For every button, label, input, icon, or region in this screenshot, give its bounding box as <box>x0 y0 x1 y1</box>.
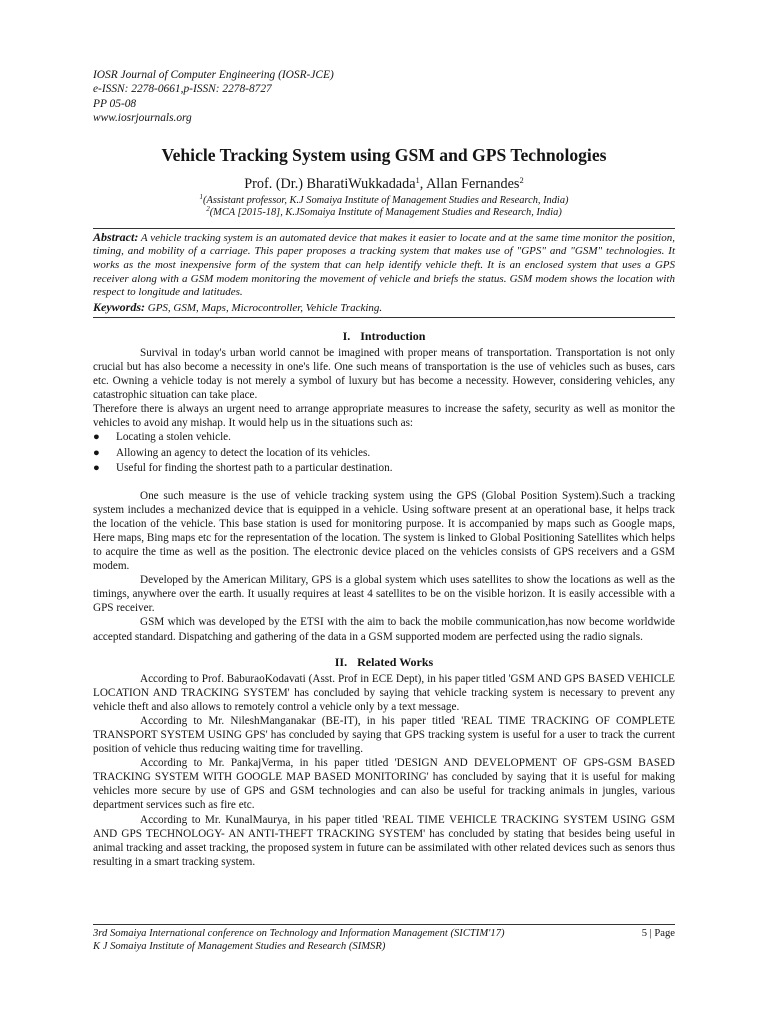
footer-conference: 3rd Somaiya International conference on Technology and Information Management (SICTIM'17) <box>93 928 505 939</box>
list-item-text: Allowing an agency to detect the location of its vehicles. <box>116 446 371 459</box>
abstract-label: Abstract: <box>93 229 139 244</box>
list-item <box>93 446 675 461</box>
section-number: II. <box>334 654 348 669</box>
author-line <box>93 175 675 193</box>
paragraph: According to Prof. BaburaoKodavati (Asst. Prof in ECE Dept), in his paper titled 'GSM AND GPS BASED VEHICLE LOCATION AND TRACKING SYSTEM' has concluded by saying that vehicle tracking system is necessary to prevent any vehicle theft and also allows to remotely control a vehicle only by a text message. <box>93 672 675 713</box>
journal-url: www.iosrjournals.org <box>93 112 192 125</box>
section-heading-introduction <box>93 329 675 344</box>
affiliation-1 <box>93 192 675 208</box>
list-item-text: Locating a stolen vehicle. <box>116 431 231 444</box>
page-footer <box>93 924 675 953</box>
list-item <box>93 430 675 445</box>
abstract-box <box>93 228 675 318</box>
author-1: Prof. (Dr.) BharatiWukkadada <box>244 175 416 192</box>
keywords-text: GPS, GSM, Maps, Microcontroller, Vehicle Tracking. <box>145 301 383 314</box>
section-title: Introduction <box>360 328 426 343</box>
section-number: I. <box>342 328 351 343</box>
abstract-text: A vehicle tracking system is an automated device that makes it easier to locate and at the same time monitor the position, timing, and mobility of a carriage. This paper proposes a tracking system that makes use of "GPS" and "GSM" technologies. It works as the most inexpensive form of the system that can help identify vehicle theft. It is an enclosed system that uses a GPS receiver along with a GSM modem monitoring the movement of vehicle and briefs the status. GSM modem shows the location with respect to longitude and latitudes. <box>93 231 675 299</box>
paper-title: Vehicle Tracking System using GSM and GPS Technologies <box>161 144 607 165</box>
paragraph: Survival in today's urban world cannot be imagined with proper means of transportation. Transportation is not only crucial but has also become a necessity in one's life. One such means of transportation is the use of vehicles such as buses, cars etc. Owning a vehicle today is not merely a symbol of luxury but has become a necessity. However, considering vehicles, any catastrophic situation can take place. <box>93 346 675 402</box>
footer-institute: K J Somaiya Institute of Management Studies and Research (SIMSR) <box>93 941 386 952</box>
journal-issn: e-ISSN: 2278-0661,p-ISSN: 2278-8727 <box>93 83 272 96</box>
keywords-label: Keywords: <box>93 299 145 314</box>
paragraph: Therefore there is always an urgent need to arrange appropriate measures to increase the safety, security as well as monitor the vehicles to avoid any mishap. It would help us in the situations such as: <box>93 403 675 430</box>
affiliation-2 <box>93 207 675 220</box>
author-separator: , <box>419 175 427 192</box>
author-1-affil-mark: 1 <box>415 174 420 185</box>
paragraph: GSM which was developed by the ETSI with the aim to back the mobile communication,has now become worldwide accepted standard. Dispatching and gathering of the data in a GSM supported modem are perfected using the radio signals. <box>93 616 675 643</box>
section-title: Related Works <box>357 654 434 669</box>
journal-pages: PP 05-08 <box>93 97 137 110</box>
author-2: Allan Fernandes <box>426 175 520 192</box>
list-item <box>93 461 675 476</box>
author-2-affil-mark: 2 <box>519 174 524 185</box>
page-number: 5 | Page <box>641 928 675 939</box>
paragraph: According to Mr. NileshManganakar (BE-IT), in his paper titled 'REAL TIME TRACKING OF COMPLETE TRANSPORT SYSTEM USING GPS' has concluded by saying that GPS tracking system is useful for a user to track the current position of vehicle thus reducing waiting time for travelling. <box>93 714 675 756</box>
paragraph: Developed by the American Military, GPS is a global system which uses satellites to show the locations as well as the timings, anywhere over the earth. It usually requires at least 4 satellites to be on the visible horizon. It is easily accessible with a GPS receiver. <box>93 574 675 615</box>
keywords <box>93 300 675 315</box>
paragraph: According to Mr. KunalMaurya, in his paper titled 'REAL TIME VEHICLE TRACKING SYSTEM USING GSM AND GPS TECHNOLOGY- AN ANTI-THEFT TRACKING SYSTEM' has concluded by stating that besides being useful in animal tracking and asset tracking, the proposed system in future can be assimilated with other related devices such as senors thus resulting in a smart tracking system. <box>93 813 675 868</box>
bullet-icon: ● <box>93 462 100 475</box>
list-item-text: Useful for finding the shortest path to a particular destination. <box>116 462 393 475</box>
spacer <box>93 477 675 489</box>
journal-name: IOSR Journal of Computer Engineering (IOSR-JCE) <box>93 69 334 81</box>
affiliation-1-text: (Assistant professor, K.J Somaiya Institute of Management Studies and Research, India) <box>203 194 569 206</box>
bullet-icon: ● <box>93 446 100 459</box>
journal-header <box>93 68 675 126</box>
section-heading-related-works <box>93 655 675 670</box>
paragraph: According to Mr. PankajVerma, in his paper titled 'DESIGN AND DEVELOPMENT OF GPS-GSM BASED TRACKING SYSTEM WITH GOOGLE MAP BASED MONITORING' has concluded by saying that it is useful for making vehicles more secure by use of GPS and GSM technologies and can also be useful for tracking animals in jungles, various department services such as fire etc. <box>93 757 675 812</box>
abstract <box>93 231 675 300</box>
affiliation-2-mark: 2 <box>206 205 210 214</box>
bullet-list <box>93 430 675 476</box>
affiliation-1-mark: 1 <box>199 192 204 201</box>
affiliation-2-text: (MCA [2015-18], K.JSomaiya Institute of Management Studies and Research, India) <box>209 207 562 219</box>
bullet-icon: ● <box>93 431 100 444</box>
paragraph: One such measure is the use of vehicle tracking system using the GPS (Global Position System).Such a tracking system includes a mechanized device that is equipped in a vehicle. Using software present at an operational base, it helps track the location of the vehicle. This base station is used for monitoring purpose. It is accompanied by maps such as Google maps, Here maps, Bing maps etc for the representation of the location. The system is linked to Global Positioning Satellites which helps to acquire the time as well as the position. The electronic device placed on the vehicles consists of GPS receivers and a GSM modem. <box>93 489 675 573</box>
footer-row <box>93 927 675 940</box>
affiliations <box>93 192 675 220</box>
